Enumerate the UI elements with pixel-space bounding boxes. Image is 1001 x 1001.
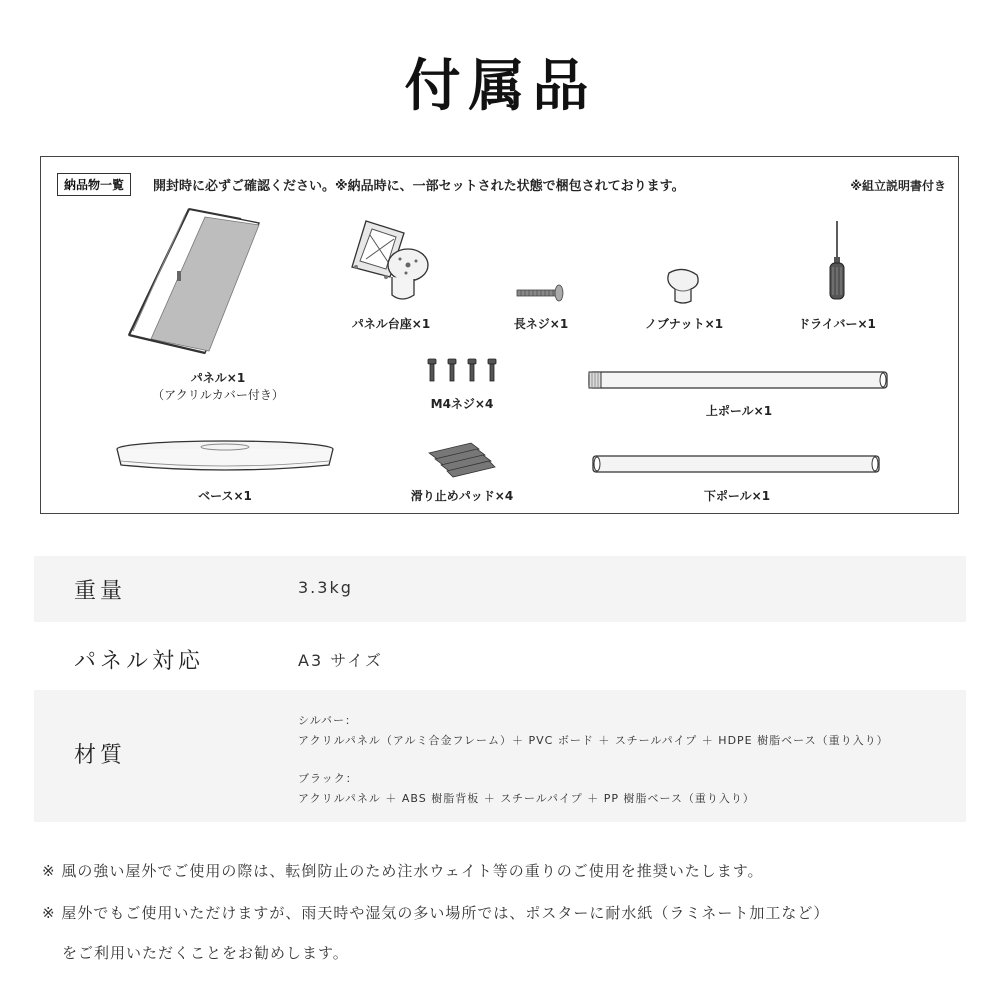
m4-screw-illustration bbox=[424, 357, 500, 385]
panel-illustration bbox=[121, 207, 311, 357]
note-outdoor-cont: をご利用いただくことをお勧めします。 bbox=[62, 944, 349, 962]
material-silver-heading: シルバー： bbox=[298, 714, 357, 727]
manual-note: ※組立説明書付き bbox=[850, 179, 946, 193]
contents-label: 納品物一覧 bbox=[57, 173, 131, 196]
long-screw-label: 長ネジ×1 bbox=[513, 317, 569, 331]
lower-pole-illustration bbox=[591, 453, 883, 475]
spec-material-label: 材質 bbox=[74, 743, 127, 768]
knob-nut-illustration bbox=[661, 267, 705, 307]
spec-panel-label: パネル対応 bbox=[74, 649, 205, 674]
contents-box bbox=[40, 156, 959, 514]
m4-screw-label: M4ネジ×4 bbox=[430, 397, 494, 411]
spec-weight-label: 重量 bbox=[74, 579, 127, 604]
base-illustration bbox=[113, 439, 339, 475]
contents-notice: 開封時に必ずご確認ください。※納品時に、一部セットされた状態で梱包されております。 bbox=[153, 179, 685, 194]
spec-weight-value: 3.3kg bbox=[298, 578, 353, 597]
driver-illustration bbox=[825, 219, 849, 305]
pads-illustration bbox=[427, 441, 497, 477]
spec-row-panel bbox=[34, 622, 966, 690]
lower-pole-label: 下ポール×1 bbox=[703, 489, 771, 503]
driver-label: ドライバー×1 bbox=[798, 317, 876, 331]
base-label: ベース×1 bbox=[198, 489, 252, 503]
upper-pole-illustration bbox=[587, 369, 891, 391]
note-outdoor: ※ 屋外でもご使用いただけますが、雨天時や湿気の多い場所では、ポスターに耐水紙（ラミネート加工など） bbox=[42, 904, 830, 922]
knob-nut-label: ノブナット×1 bbox=[644, 317, 724, 331]
panel-sub-label: （アクリルカバー付き） bbox=[152, 388, 284, 402]
long-screw-illustration bbox=[515, 281, 571, 305]
panel-base-label: パネル台座×1 bbox=[351, 317, 431, 331]
material-silver: アクリルパネル（アルミ合金フレーム）＋ PVC ボード ＋ スチールパイプ ＋ HDPE 樹脂ベース（重り入り） bbox=[298, 734, 889, 747]
spec-row-material bbox=[34, 690, 966, 822]
material-black-heading: ブラック： bbox=[298, 772, 358, 785]
material-black: アクリルパネル ＋ ABS 樹脂背板 ＋ スチールパイプ ＋ PP 樹脂ベース（重り入り） bbox=[298, 792, 755, 805]
spec-row-weight bbox=[34, 556, 966, 622]
pads-label: 滑り止めパッド×4 bbox=[410, 489, 514, 503]
panel-base-illustration bbox=[346, 215, 436, 307]
panel-label: パネル×1 bbox=[190, 371, 246, 385]
spec-panel-value: A3 サイズ bbox=[298, 651, 383, 670]
upper-pole-label: 上ポール×1 bbox=[705, 404, 773, 418]
note-wind: ※ 風の強い屋外でご使用の際は、転倒防止のため注水ウェイト等の重りのご使用を推奨いたします。 bbox=[42, 862, 764, 880]
page-title: 付属品 bbox=[404, 54, 597, 119]
